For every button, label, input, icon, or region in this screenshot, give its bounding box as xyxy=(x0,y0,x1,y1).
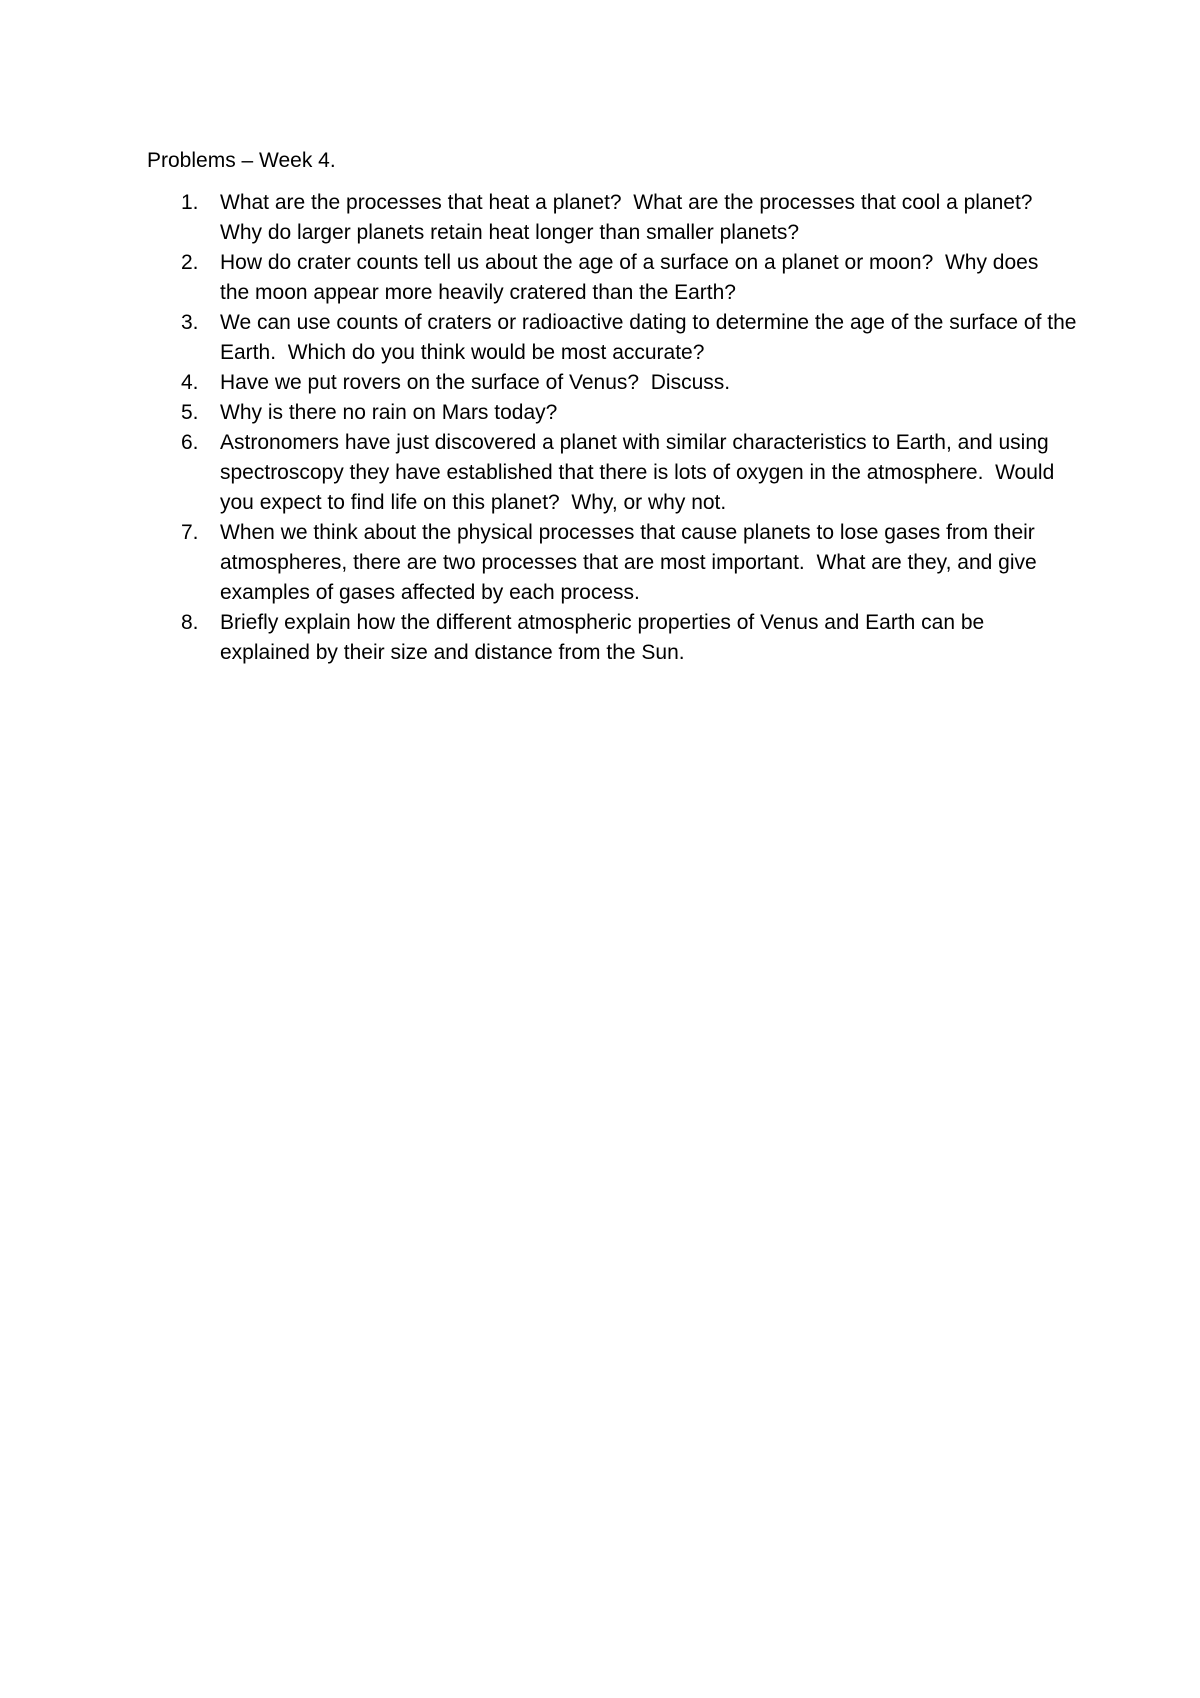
problem-text: We can use counts of craters or radioactive dating to determine the age of the surface of the Earth. Which do you think would be most accurate? xyxy=(220,311,1083,364)
problem-number: 7. xyxy=(181,521,199,544)
problem-item-1 xyxy=(147,188,1077,248)
problem-text: When we think about the physical processes that cause planets to lose gases from their atmospheres, there are two processes that are most important. What are they, and give examples of gases affected by each process. xyxy=(220,521,1043,604)
problem-number: 3. xyxy=(181,311,199,334)
problem-item-6 xyxy=(147,428,1077,518)
problem-number: 5. xyxy=(181,401,199,424)
problem-number: 8. xyxy=(181,611,199,634)
problem-number: 2. xyxy=(181,251,199,274)
problem-item-7 xyxy=(147,518,1077,608)
problem-text: How do crater counts tell us about the age of a surface on a planet or moon? Why does the moon appear more heavily cratered than the Earth? xyxy=(220,251,1050,304)
problem-item-8 xyxy=(147,608,1077,668)
problem-list xyxy=(147,188,1083,668)
problem-item-3 xyxy=(147,308,1083,368)
problem-text: Briefly explain how the different atmospheric properties of Venus and Earth can be explained by their size and distance from the Sun. xyxy=(220,611,991,664)
problem-number: 4. xyxy=(181,371,199,394)
problem-text: Astronomers have just discovered a planet with similar characteristics to Earth, and using spectroscopy they have established that there is lots of oxygen in the atmosphere. Would you expect to find life on this planet? Why, or why not. xyxy=(220,431,1061,514)
problem-text: What are the processes that heat a planet? What are the processes that cool a planet? Why do larger planets retain heat longer than smaller planets? xyxy=(220,191,1039,244)
problem-number: 1. xyxy=(181,191,199,214)
problem-number: 6. xyxy=(181,431,199,454)
problem-text: Why is there no rain on Mars today? xyxy=(220,401,558,424)
problem-text: Have we put rovers on the surface of Venus? Discuss. xyxy=(220,371,731,394)
problem-item-4 xyxy=(147,368,1077,398)
page-title: Problems – Week 4. xyxy=(147,149,336,172)
problem-item-5 xyxy=(147,398,1077,428)
problem-item-2 xyxy=(147,248,1077,308)
document-body xyxy=(147,146,1083,668)
